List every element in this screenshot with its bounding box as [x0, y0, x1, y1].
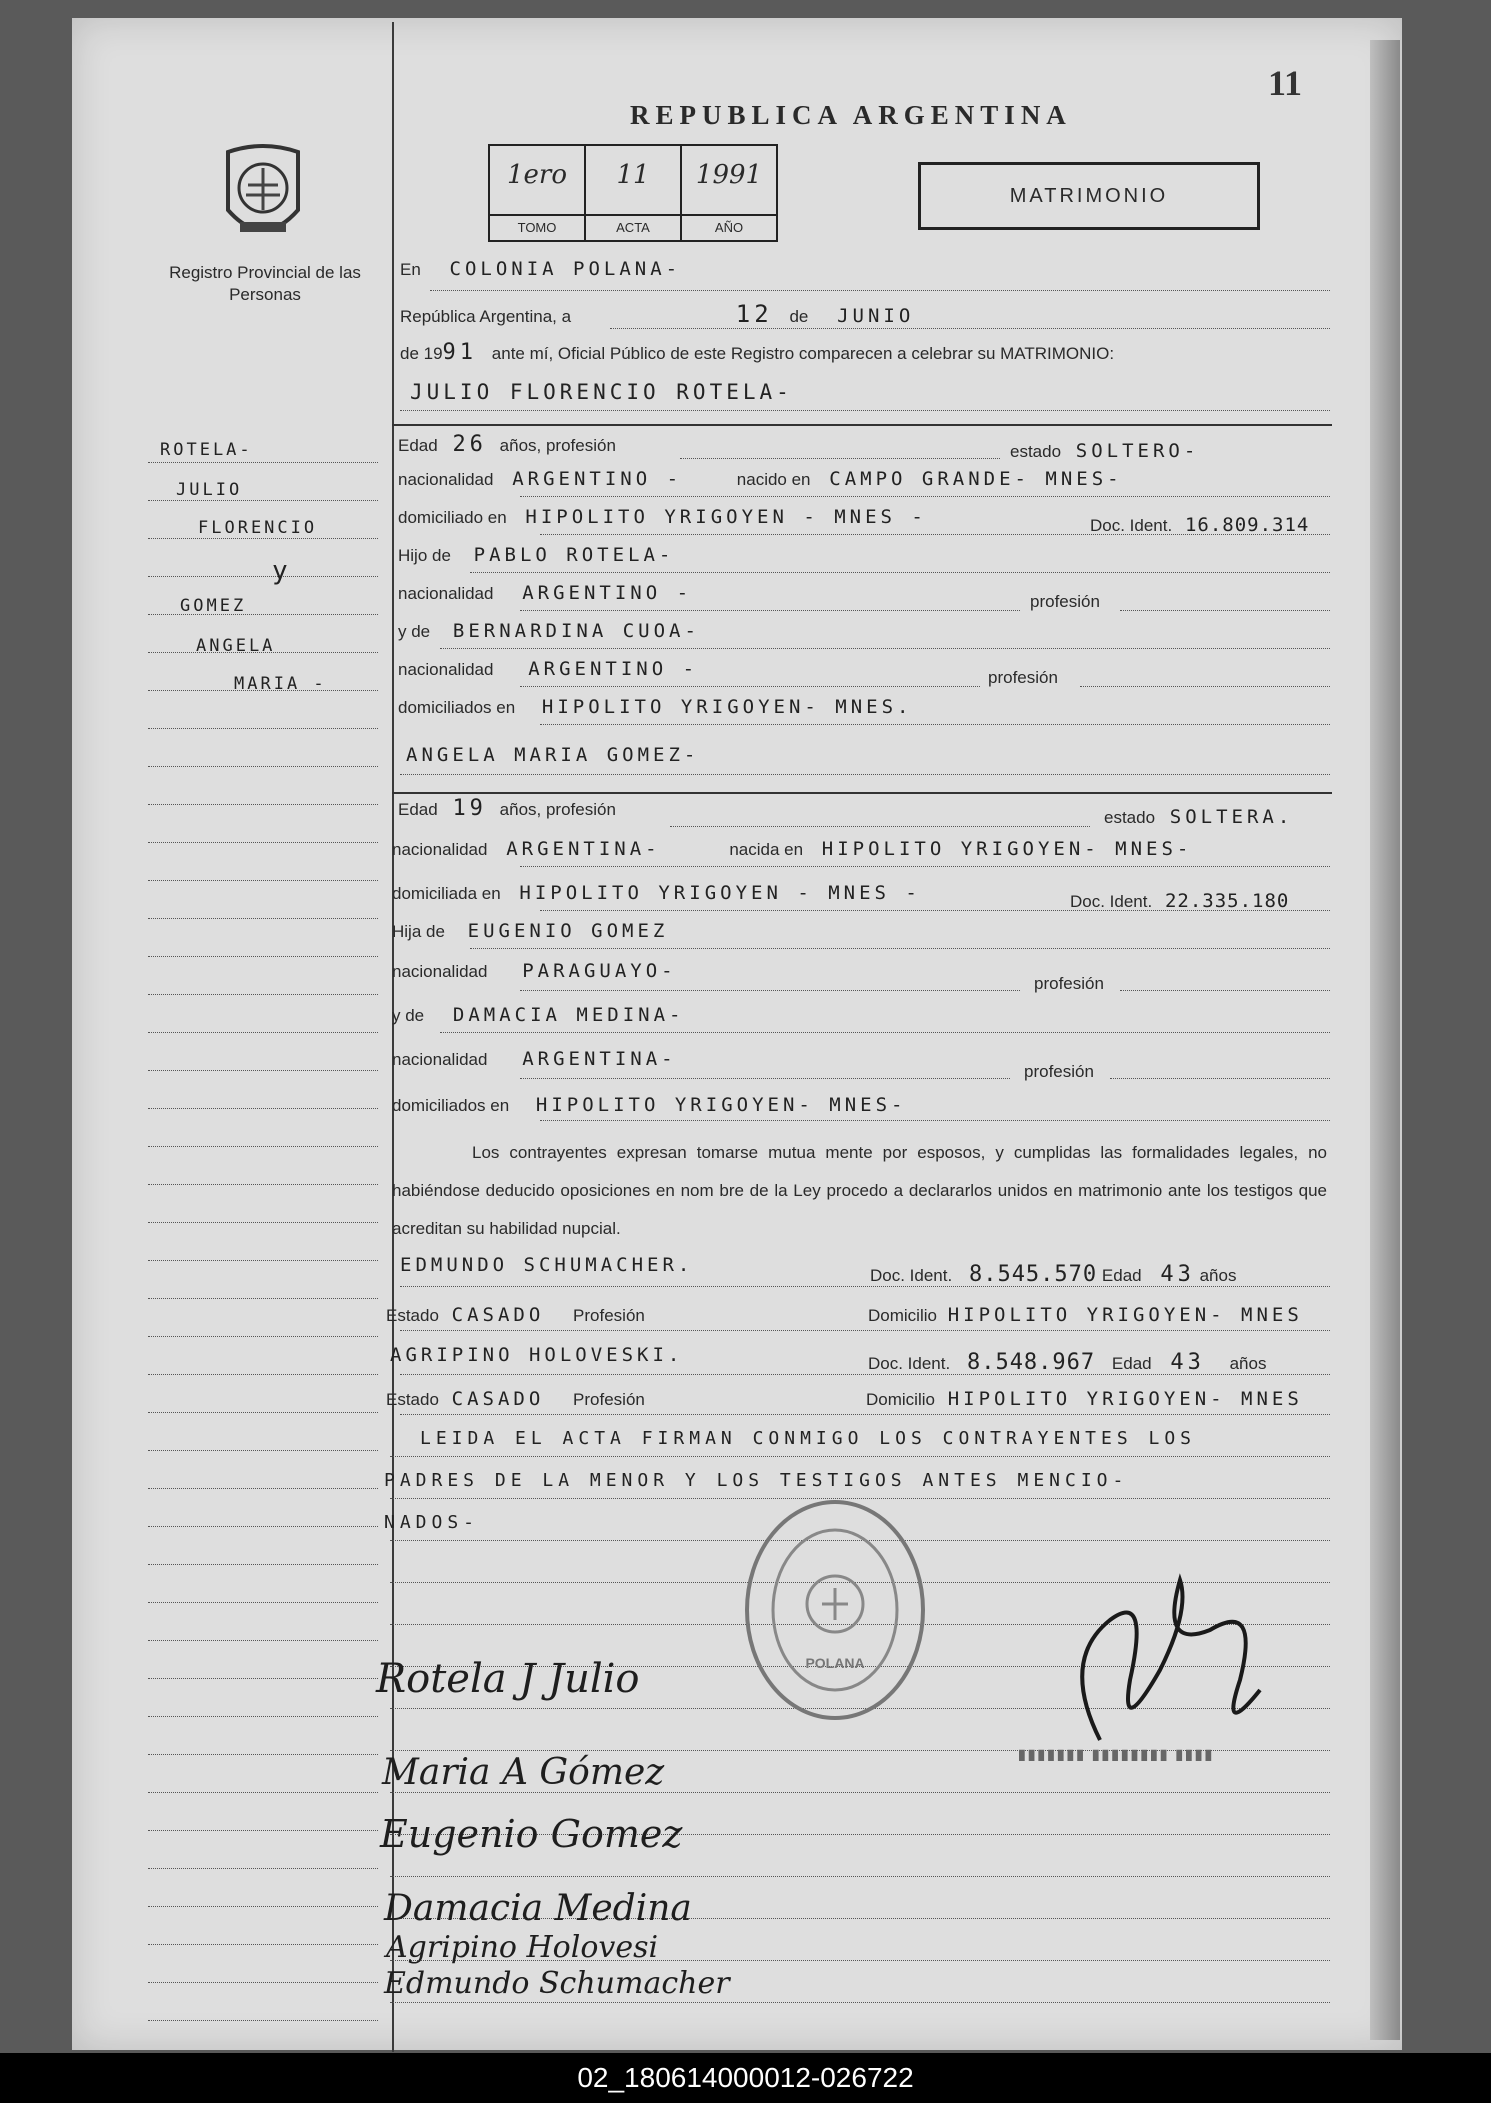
signature-bride-father: Eugenio Gomez	[380, 1812, 683, 1856]
statement-text: ante mí, Oficial Público de este Registro comparecen a celebrar su MATRIMONIO:	[491, 344, 1115, 363]
signature-groom: Rotela J Julio	[376, 1656, 640, 1702]
margin-dotted-line	[148, 1564, 378, 1565]
edad-label: Edad	[1101, 1266, 1142, 1285]
groom-mother: BERNARDINA CUOA-	[452, 620, 700, 642]
domicilio-label: Domicilio	[868, 1306, 937, 1325]
groom-parents-address: HIPOLITO YRIGOYEN- MNES.	[541, 696, 913, 718]
margin-dotted-line	[148, 1146, 378, 1147]
dotted-line	[400, 1374, 1330, 1375]
signature-witness-1: Edmundo Schumacher	[384, 1966, 730, 2001]
groom-mother-nationality: ARGENTINO -	[528, 658, 699, 680]
estado-label: estado	[1010, 442, 1062, 461]
bride-address: HIPOLITO YRIGOYEN - MNES -	[519, 882, 921, 904]
dotted-line	[1120, 610, 1330, 611]
page-number: 11	[1268, 63, 1303, 103]
dotted-line	[520, 866, 1330, 867]
edad-label: Edad	[398, 800, 438, 819]
margin-dotted-line	[148, 1716, 378, 1717]
closing-line-3: NADOS-	[384, 1512, 480, 1533]
witness-2-estado: CASADO	[451, 1388, 545, 1410]
official-seal-icon	[742, 1496, 928, 1724]
signature-bride: Maria A Gómez	[382, 1752, 665, 1793]
dotted-line	[430, 290, 1330, 291]
nacionalidad-label: nacionalidad	[392, 962, 488, 981]
dotted-line	[540, 724, 1330, 725]
seal-text: POLANA	[805, 1655, 865, 1671]
profesion-label: Profesión	[573, 1306, 645, 1325]
doc-label: Doc. Ident.	[1090, 516, 1173, 535]
bride-mother-nationality: ARGENTINA-	[522, 1048, 677, 1070]
groom-parents-dom-row	[398, 696, 912, 718]
margin-dotted-line	[148, 576, 378, 577]
provincial-seal-icon	[218, 140, 308, 250]
acta-value: 11	[616, 160, 650, 190]
hija-label: Hija de	[392, 922, 445, 941]
groom-father-nac-row	[398, 582, 692, 604]
year-suffix: 91	[442, 340, 478, 365]
record-type-box: MATRIMONIO	[918, 162, 1260, 230]
witness-1-doc-row	[870, 1262, 1236, 1287]
profesion-label: profesión	[1024, 1062, 1094, 1081]
bride-mother: DAMACIA MEDINA-	[452, 1004, 685, 1026]
groom-doc-row	[1090, 514, 1309, 536]
estado-label: Estado	[386, 1390, 439, 1409]
margin-entry: ANGELA	[196, 636, 276, 656]
bride-age-row	[398, 796, 616, 821]
domiciliados-label: domiciliados en	[398, 698, 516, 717]
margin-dotted-line	[148, 1108, 378, 1109]
dotted-line	[610, 328, 1330, 329]
dotted-line	[440, 648, 1330, 649]
witness-2-estado-row	[386, 1388, 645, 1410]
estado-label: Estado	[386, 1306, 439, 1325]
dotted-line	[400, 1414, 1330, 1415]
witness-2-dom-row	[866, 1388, 1303, 1410]
groom-birthplace: CAMPO GRANDE- MNES-	[829, 468, 1123, 490]
witness-1-doc: 8.545.570	[968, 1262, 1098, 1287]
groom-age-row	[398, 432, 616, 457]
tomo-cell	[490, 146, 586, 240]
margin-dotted-line	[148, 1070, 378, 1071]
dotted-line	[540, 1120, 1330, 1121]
place-value: COLONIA POLANA-	[449, 258, 682, 280]
bride-parents-dom-row	[392, 1094, 906, 1116]
profesion-label: años, profesión	[499, 436, 616, 455]
dotted-line	[390, 1876, 1330, 1877]
margin-dotted-line	[148, 1944, 378, 1945]
closing-line-1: LEIDA EL ACTA FIRMAN CONMIGO LOS CONTRAYENTES LOS	[420, 1428, 1197, 1449]
margin-dotted-line	[148, 804, 378, 805]
tomo-acta-anio-box	[488, 144, 778, 242]
closing-line-2: PADRES DE LA MENOR Y LOS TESTIGOS ANTES MENCIO-	[384, 1470, 1129, 1491]
hijo-label: Hijo de	[398, 546, 451, 565]
bride-birthplace: HIPOLITO YRIGOYEN- MNES-	[821, 838, 1193, 860]
groom-nac-row	[398, 468, 1123, 490]
dotted-line	[1080, 686, 1330, 687]
anos-label: años	[1229, 1354, 1267, 1373]
groom-father-row	[398, 544, 674, 566]
groom-estado: SOLTERO-	[1075, 440, 1200, 462]
intro-line-1	[400, 258, 681, 280]
edad-label: Edad	[398, 436, 438, 455]
margin-dotted-line	[148, 538, 378, 539]
dotted-line	[390, 2002, 1330, 2003]
dotted-line	[680, 458, 1000, 459]
margin-dotted-line	[148, 1640, 378, 1641]
intro-line-2	[400, 300, 914, 328]
groom-mother-row	[398, 620, 700, 642]
profesion-label: años, profesión	[499, 800, 616, 819]
profesion-label: Profesión	[573, 1390, 645, 1409]
nacionalidad-label: nacionalidad	[398, 470, 494, 489]
margin-dotted-line	[148, 2020, 378, 2021]
institution-name: Registro Provincial de las Personas	[169, 263, 361, 304]
en-label: En	[400, 260, 421, 279]
margin-dotted-line	[148, 842, 378, 843]
intro-line-3	[400, 340, 1114, 365]
margin-dotted-line	[148, 462, 378, 463]
margin-dotted-line	[148, 994, 378, 995]
groom-doc: 16.809.314	[1184, 514, 1310, 536]
doc-label: Doc. Ident.	[1070, 892, 1153, 911]
bride-dom-row	[392, 882, 921, 904]
image-id-label: 02_180614000012-026722	[577, 2062, 914, 2093]
margin-dotted-line	[148, 1602, 378, 1603]
doc-label: Doc. Ident.	[868, 1354, 951, 1373]
dotted-line	[1120, 990, 1330, 991]
witness-1-dom-row	[868, 1304, 1303, 1326]
margin-dotted-line	[148, 1488, 378, 1489]
nacionalidad-label: nacionalidad	[398, 584, 494, 603]
margin-dotted-line	[148, 1450, 378, 1451]
margin-dotted-line	[148, 1830, 378, 1831]
witness-2-doc: 8.548.967	[966, 1350, 1096, 1375]
bride-nac-row	[392, 838, 1192, 860]
groom-father: PABLO ROTELA-	[473, 544, 675, 566]
margin-dotted-line	[148, 1868, 378, 1869]
dotted-line	[1110, 1078, 1330, 1079]
witness-1-estado: CASADO	[451, 1304, 545, 1326]
profesion-label: profesión	[1034, 974, 1104, 993]
witness-2-doc-row	[868, 1350, 1266, 1375]
doc-label: Doc. Ident.	[870, 1266, 953, 1285]
profesion-label: profesión	[1030, 592, 1100, 611]
month-value: JUNIO	[837, 305, 915, 327]
groom-nationality: ARGENTINO -	[512, 468, 683, 490]
nacionalidad-label: nacionalidad	[398, 660, 494, 679]
dotted-line	[540, 534, 1330, 535]
domiciliados-label: domiciliados en	[392, 1096, 510, 1115]
witness-2-name: AGRIPINO HOLOVESKI.	[390, 1344, 684, 1366]
groom-age: 26	[452, 432, 487, 457]
official-signature	[1040, 1540, 1280, 1770]
dotted-line	[470, 948, 1330, 949]
day-value: 12	[735, 300, 773, 328]
tomo-label: TOMO	[490, 214, 584, 240]
groom-address: HIPOLITO YRIGOYEN - MNES -	[525, 506, 927, 528]
margin-dotted-line	[148, 1298, 378, 1299]
margin-dotted-line	[148, 1982, 378, 1983]
bride-estado-row	[1104, 806, 1293, 828]
margin-dotted-line	[148, 728, 378, 729]
dotted-line	[400, 1286, 1330, 1287]
witness-2-age: 43	[1170, 1350, 1205, 1375]
margin-dotted-line	[148, 956, 378, 957]
year-prefix: de 19	[400, 344, 443, 363]
nacionalidad-label: nacionalidad	[392, 840, 488, 859]
nacionalidad-label: nacionalidad	[392, 1050, 488, 1069]
groom-father-nationality: ARGENTINO -	[522, 582, 693, 604]
page-edge	[1370, 40, 1400, 2040]
bride-mother-row	[392, 1004, 684, 1026]
margin-dotted-line	[148, 1678, 378, 1679]
dotted-line	[400, 774, 1330, 775]
de-label: de	[789, 307, 809, 326]
margin-entry: GOMEZ	[180, 596, 247, 616]
document-title: REPUBLICA ARGENTINA	[630, 100, 1072, 130]
bride-estado: SOLTERA.	[1169, 806, 1294, 828]
edad-label: Edad	[1111, 1354, 1152, 1373]
bride-full-name: ANGELA MARIA GOMEZ-	[406, 744, 700, 766]
margin-dotted-line	[148, 1526, 378, 1527]
bride-mother-nac-row	[392, 1048, 677, 1070]
margin-entry: JULIO	[176, 480, 243, 500]
dotted-line	[540, 910, 1330, 911]
margin-dotted-line	[148, 1792, 378, 1793]
bride-father-row	[392, 920, 668, 942]
margin-entry: y	[272, 556, 291, 586]
yde-label: y de	[398, 622, 431, 641]
witness-2-domicilio: HIPOLITO YRIGOYEN- MNES	[947, 1388, 1303, 1410]
groom-mother-nac-row	[398, 658, 698, 680]
republic-label: República Argentina, a	[400, 307, 572, 326]
margin-dotted-line	[148, 1754, 378, 1755]
bride-father: EUGENIO GOMEZ	[467, 920, 669, 942]
bride-doc: 22.335.180	[1164, 890, 1290, 912]
margin-dotted-line	[148, 1374, 378, 1375]
dotted-line	[520, 686, 980, 687]
margin-entry: MARIA -	[234, 674, 327, 694]
margin-entry: ROTELA-	[160, 440, 253, 460]
dotted-line	[400, 410, 1330, 411]
margin-dotted-line	[148, 1906, 378, 1907]
dotted-line	[400, 1330, 1330, 1331]
profesion-label: profesión	[988, 668, 1058, 687]
bride-parents-address: HIPOLITO YRIGOYEN- MNES-	[535, 1094, 907, 1116]
domicilio-label: Domicilio	[866, 1390, 935, 1409]
nacida-label: nacida en	[729, 840, 804, 859]
column-divider	[392, 22, 394, 2052]
anio-value: 1991	[695, 160, 763, 190]
domiciliado-label: domiciliado en	[398, 508, 507, 527]
bride-father-nac-row	[392, 960, 677, 982]
witness-1-domicilio: HIPOLITO YRIGOYEN- MNES	[947, 1304, 1303, 1326]
dotted-line	[470, 572, 1330, 573]
estado-label: estado	[1104, 808, 1156, 827]
groom-dom-row	[398, 506, 927, 528]
acta-label: ACTA	[586, 214, 680, 240]
margin-dotted-line	[148, 880, 378, 881]
signature-witness-2: Agripino Holovesi	[386, 1930, 659, 1965]
margin-dotted-line	[148, 766, 378, 767]
nacido-label: nacido en	[736, 470, 811, 489]
margin-dotted-line	[148, 500, 378, 501]
bride-father-nationality: PARAGUAYO-	[522, 960, 677, 982]
witness-1-age: 43	[1160, 1262, 1195, 1287]
dotted-line	[440, 1032, 1330, 1033]
margin-dotted-line	[148, 1260, 378, 1261]
declaration-text: Los contrayentes expresan tomarse mutua mente por esposos, y cumplidas las formalidades legales, no habiéndose deducido oposiciones en nom bre de la Ley procedo a declararlos unidos en matrimonio ante los testigos que acreditan su habilidad nupcial.	[392, 1143, 1327, 1238]
tomo-value: 1ero	[506, 160, 567, 190]
margin-dotted-line	[148, 1222, 378, 1223]
dotted-line	[390, 1456, 1330, 1457]
dotted-line	[520, 496, 1330, 497]
groom-full-name: JULIO FLORENCIO ROTELA-	[410, 380, 793, 404]
bride-doc-row	[1070, 890, 1289, 912]
bride-nationality: ARGENTINA-	[506, 838, 661, 860]
dotted-line	[520, 610, 1020, 611]
anio-cell	[682, 146, 776, 240]
dotted-line	[520, 1078, 1010, 1079]
acta-cell	[586, 146, 682, 240]
signature-bride-mother: Damacia Medina	[384, 1888, 692, 1929]
margin-dotted-line	[148, 918, 378, 919]
yde-label: y de	[392, 1006, 425, 1025]
margin-dotted-line	[148, 1184, 378, 1185]
dotted-line	[670, 826, 1090, 827]
domiciliada-label: domiciliada en	[392, 884, 501, 903]
dotted-line	[520, 990, 1020, 991]
witness-1-name: EDMUNDO SCHUMACHER.	[400, 1254, 694, 1276]
official-name-stamp: ▮▮▮▮▮▮▮ ▮▮▮▮▮▮▮▮ ▮▮▮▮	[1018, 1746, 1215, 1762]
section-rule	[392, 424, 1332, 426]
anio-label: AÑO	[682, 214, 776, 240]
margin-dotted-line	[148, 1412, 378, 1413]
margin-dotted-line	[148, 1032, 378, 1033]
witness-1-estado-row	[386, 1304, 645, 1326]
groom-estado-row	[1010, 440, 1199, 462]
margin-dotted-line	[148, 1336, 378, 1337]
bride-age: 19	[452, 796, 487, 821]
margin-entry: FLORENCIO	[198, 518, 318, 538]
section-rule	[392, 792, 1332, 794]
anos-label: años	[1199, 1266, 1237, 1285]
